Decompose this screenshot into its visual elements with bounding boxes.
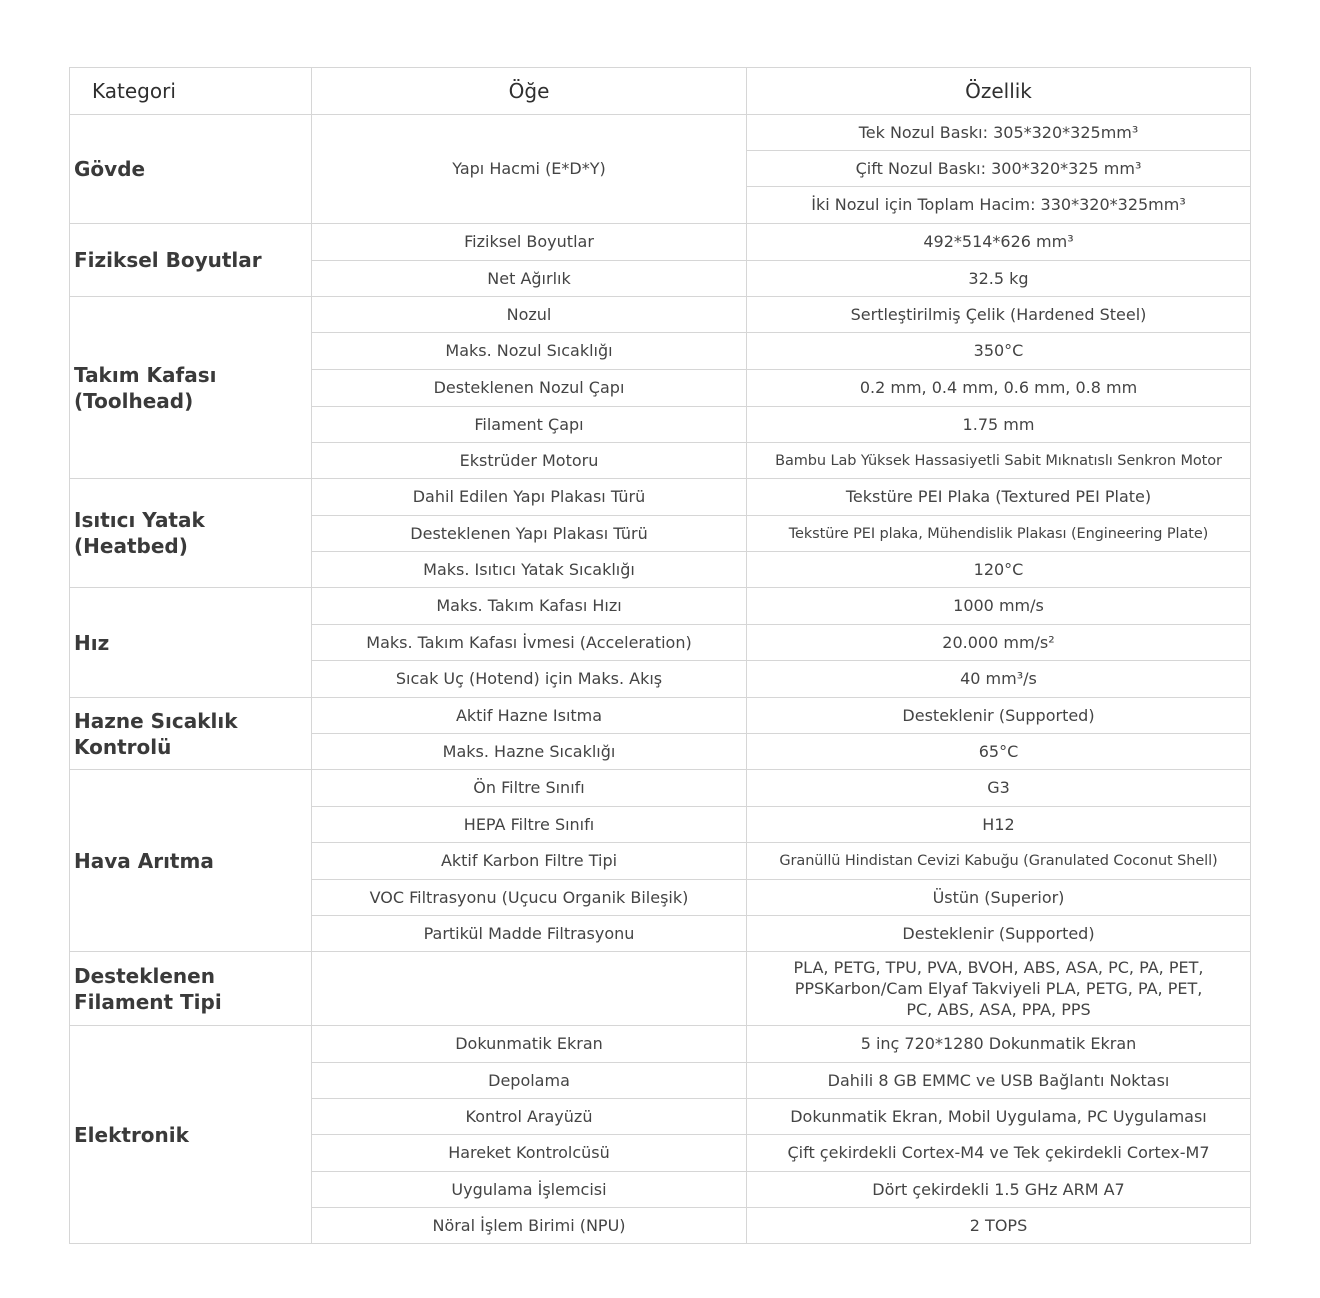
- spec-cell: Bambu Lab Yüksek Hassasiyetli Sabit Mıknatıslı Senkron Motor: [747, 443, 1251, 479]
- category-takim-kafasi: Takım Kafası (Toolhead): [70, 297, 312, 479]
- item-cell: Sıcak Uç (Hotend) için Maks. Akış: [312, 661, 747, 698]
- spec-cell: 2 TOPS: [747, 1208, 1251, 1244]
- spec-cell: 65°C: [747, 734, 1251, 770]
- item-cell: Hareket Kontrolcüsü: [312, 1135, 747, 1172]
- spec-cell: 32.5 kg: [747, 261, 1251, 297]
- header-item: Öğe: [312, 68, 747, 115]
- spec-cell: 350°C: [747, 333, 1251, 370]
- spec-cell: 492*514*626 mm³: [747, 224, 1251, 261]
- item-cell: Depolama: [312, 1063, 747, 1099]
- item-cell: Maks. Takım Kafası İvmesi (Acceleration): [312, 625, 747, 661]
- item-cell: Ekstrüder Motoru: [312, 443, 747, 479]
- spec-cell: Tek Nozul Baskı: 305*320*325mm³: [747, 115, 1251, 151]
- item-cell: VOC Filtrasyonu (Uçucu Organik Bileşik): [312, 880, 747, 916]
- table-row: [70, 1026, 1251, 1063]
- spec-cell: Çift Nozul Baskı: 300*320*325 mm³: [747, 151, 1251, 187]
- item-cell: Partikül Madde Filtrasyonu: [312, 916, 747, 952]
- spec-cell: 0.2 mm, 0.4 mm, 0.6 mm, 0.8 mm: [747, 370, 1251, 407]
- item-cell: Net Ağırlık: [312, 261, 747, 297]
- category-govde: Gövde: [70, 115, 312, 224]
- item-cell: Nöral İşlem Birimi (NPU): [312, 1208, 747, 1244]
- item-cell: Desteklenen Yapı Plakası Türü: [312, 516, 747, 552]
- category-isitici-yatak: Isıtıcı Yatak (Heatbed): [70, 479, 312, 588]
- spec-cell: 5 inç 720*1280 Dokunmatik Ekran: [747, 1026, 1251, 1063]
- item-cell: Kontrol Arayüzü: [312, 1099, 747, 1135]
- table-row: [70, 297, 1251, 333]
- category-hiz: Hız: [70, 588, 312, 698]
- item-cell: Yapı Hacmi (E*D*Y): [312, 115, 747, 224]
- spec-cell: H12: [747, 807, 1251, 843]
- item-cell: Maks. Hazne Sıcaklığı: [312, 734, 747, 770]
- item-cell: HEPA Filtre Sınıfı: [312, 807, 747, 843]
- item-cell: Fiziksel Boyutlar: [312, 224, 747, 261]
- header-category: Kategori: [70, 68, 312, 115]
- category-filament-tipi: Desteklenen Filament Tipi: [70, 952, 312, 1026]
- spec-cell: 40 mm³/s: [747, 661, 1251, 698]
- category-hava-aritma: Hava Arıtma: [70, 770, 312, 952]
- spec-cell: Dahili 8 GB EMMC ve USB Bağlantı Noktası: [747, 1063, 1251, 1099]
- item-cell: Filament Çapı: [312, 407, 747, 443]
- table-row: [70, 115, 1251, 151]
- category-fiziksel-boyutlar: Fiziksel Boyutlar: [70, 224, 312, 297]
- item-cell: Desteklenen Nozul Çapı: [312, 370, 747, 407]
- item-cell: Nozul: [312, 297, 747, 333]
- spec-cell: Dört çekirdekli 1.5 GHz ARM A7: [747, 1172, 1251, 1208]
- item-cell: Aktif Hazne Isıtma: [312, 698, 747, 734]
- item-cell: Aktif Karbon Filtre Tipi: [312, 843, 747, 880]
- spec-cell: Tekstüre PEI plaka, Mühendislik Plakası (Engineering Plate): [747, 516, 1251, 552]
- header-spec: Özellik: [747, 68, 1251, 115]
- category-elektronik: Elektronik: [70, 1026, 312, 1244]
- spec-cell: Desteklenir (Supported): [747, 698, 1251, 734]
- spec-cell: G3: [747, 770, 1251, 807]
- spec-cell: Granüllü Hindistan Cevizi Kabuğu (Granulated Coconut Shell): [747, 843, 1251, 880]
- spec-cell: Çift çekirdekli Cortex-M4 ve Tek çekirdekli Cortex-M7: [747, 1135, 1251, 1172]
- header-row: [70, 68, 1251, 115]
- spec-cell: 1000 mm/s: [747, 588, 1251, 625]
- table-row: [70, 479, 1251, 516]
- spec-cell: Desteklenir (Supported): [747, 916, 1251, 952]
- table-row: [70, 952, 1251, 1026]
- item-cell: Ön Filtre Sınıfı: [312, 770, 747, 807]
- item-cell: Maks. Takım Kafası Hızı: [312, 588, 747, 625]
- item-cell: [312, 952, 747, 1026]
- table-row: [70, 224, 1251, 261]
- spec-cell: PLA, PETG, TPU, PVA, BVOH, ABS, ASA, PC, PA, PET, PPSKarbon/Cam Elyaf Takviyeli PLA, PETG, PA, PET, PC, ABS, ASA, PPA, PPS: [747, 952, 1251, 1026]
- item-cell: Maks. Nozul Sıcaklığı: [312, 333, 747, 370]
- spec-cell: 1.75 mm: [747, 407, 1251, 443]
- table-row: [70, 770, 1251, 807]
- spec-cell: Üstün (Superior): [747, 880, 1251, 916]
- table-row: [70, 588, 1251, 625]
- item-cell: Dokunmatik Ekran: [312, 1026, 747, 1063]
- item-cell: Uygulama İşlemcisi: [312, 1172, 747, 1208]
- item-cell: Dahil Edilen Yapı Plakası Türü: [312, 479, 747, 516]
- table-row: [70, 698, 1251, 734]
- category-hazne-sicaklik: Hazne Sıcaklık Kontrolü: [70, 698, 312, 770]
- item-cell: Maks. Isıtıcı Yatak Sıcaklığı: [312, 552, 747, 588]
- spec-cell: 120°C: [747, 552, 1251, 588]
- spec-cell: Dokunmatik Ekran, Mobil Uygulama, PC Uygulaması: [747, 1099, 1251, 1135]
- spec-table: [69, 67, 1251, 1244]
- spec-cell: Sertleştirilmiş Çelik (Hardened Steel): [747, 297, 1251, 333]
- spec-cell: Tekstüre PEI Plaka (Textured PEI Plate): [747, 479, 1251, 516]
- spec-cell: İki Nozul için Toplam Hacim: 330*320*325mm³: [747, 187, 1251, 224]
- spec-cell: 20.000 mm/s²: [747, 625, 1251, 661]
